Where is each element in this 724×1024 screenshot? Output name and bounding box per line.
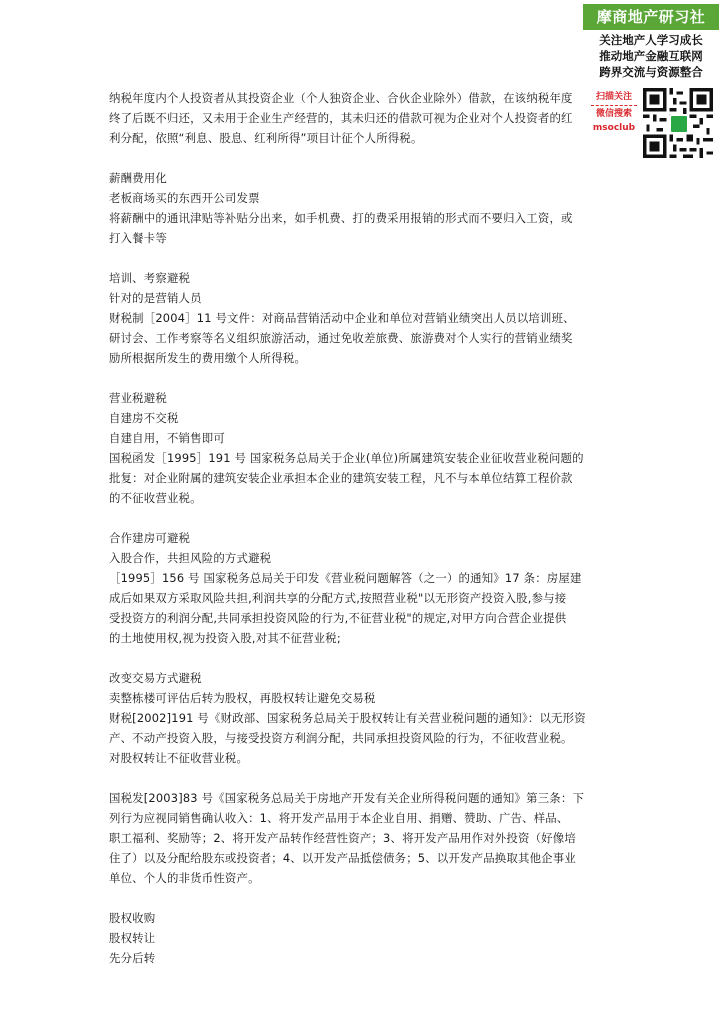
section-deemed-sales [109,788,617,888]
text-line: 打入餐卡等 [109,231,167,245]
section-business-tax [109,388,617,508]
banner-slogan: 跨界交流与资源整合 [599,65,703,79]
text-line: 批复：对企业附属的建筑安装企业承担本企业的建筑安装工程，凡不与本单位结算工程价款 [109,471,573,485]
scan-label: 扫描关注 [595,92,632,102]
text-line: 对股权转让不征收营业税。 [109,751,249,765]
text-line: 老板商场买的东西开公司发票 [109,191,260,205]
text-line: 励所根据所发生的费用缴个人所得税。 [109,351,307,365]
text-line: ［1995］156 号 国家税务总局关于印发《营业税问题解答（之一）的通知》17 条：房屋建 [109,571,582,585]
section-equity [109,908,617,968]
text-line: 国税函发［1995］191 号 国家税务总局关于企业(单位)所属建筑安装企业征收营业税问题的 [109,451,584,465]
section-transaction-method [109,668,617,768]
document-body [109,0,617,968]
account-id: msoclub [592,123,636,133]
section-training [109,268,617,368]
section-salary [109,168,617,248]
text-line: 受投资方的利润分配,共同承担投资风险的行为,不征营业税"的规定,对甲方向合营企业提供 [109,611,567,625]
text-line: 职工福利、奖励等；2、将开发产品转作经营性资产；3、将开发产品用作对外投资（好像培 [109,831,576,845]
text-line: 产、不动产投资入股，与接受投资方利润分配，共同承担投资风险的行为，不征收营业税。 [109,731,573,745]
text-line: 列行为应视同销售确认收入：1、将开发产品用于本企业自用、捐赠、赞助、广告、样品、 [109,811,569,825]
banner-slogan: 关注地产人学习成长 [599,33,703,47]
section-heading: 营业税避税 [109,391,167,405]
text-line: 国税发[2003]83 号《国家税务总局关于房地产开发有关企业所得税问题的通知》第三条：下 [109,791,585,805]
text-line: 研讨会、工作考察等名义组织旅游活动，通过免收差旅费、旅游费对个人实行的营销业绩奖 [109,331,573,345]
text-line: 的土地使用权,视为投资入股,对其不征营业税; [109,631,341,645]
text-line: 的不征收营业税。 [109,491,202,505]
text-line: 针对的是营销人员 [109,291,202,305]
text-line: 自建房不交税 [109,411,179,425]
banner-qr-section [583,86,719,162]
intro-paragraph [109,88,617,148]
section-cooperative-building [109,528,617,648]
text-line: 纳税年度内个人投资者从其投资企业（个人独资企业、合伙企业除外）借款，在该纳税年度 [109,91,573,105]
scan-instructions [587,90,641,135]
section-heading: 合作建房可避税 [109,531,191,545]
text-line: 住了）以及分配给股东或投资者；4、以开发产品抵偿债务；5、以开发产品换取其他企事业 [109,851,576,865]
text-line: 先分后转 [109,951,156,965]
text-line: 自建自用，不销售即可 [109,431,225,445]
text-line: 股权转让 [109,931,156,945]
text-line: 股权收购 [109,911,156,925]
text-line: 单位、个人的非货币性资产。 [109,871,260,885]
section-heading: 培训、考察避税 [109,271,191,285]
section-heading: 改变交易方式避税 [109,671,202,685]
section-heading: 薪酬费用化 [109,171,167,185]
promo-banner [583,4,719,164]
text-line: 财税制［2004］11 号文件：对商品营销活动中企业和单位对营销业绩突出人员以培训班、 [109,311,575,325]
text-line: 财税[2002]191 号《财政部、国家税务总局关于股权转让有关营业税问题的通知》：以无形资 [109,711,586,725]
text-line: 将薪酬中的通讯津贴等补贴分出来，如手机费、打的费采用报销的形式而不要归入工资，或 [109,211,573,225]
wechat-search-label: 微信搜索 [595,109,632,119]
text-line: 终了后既不归还，又未用于企业生产经营的，其未归还的借款可视为企业对个人投资者的红 [109,111,573,125]
text-line: 卖整栋楼可评估后转为股权，再股权转让避免交易税 [109,691,376,705]
text-line: 入股合作，共担风险的方式避税 [109,551,272,565]
text-line: 成后如果双方采取风险共担,利润共享的分配方式,按照营业税"以无形资产投资入股,参与接 [109,591,567,605]
wechat-logo-icon [669,114,689,134]
banner-slogans [583,32,719,80]
text-line: 利分配，依照“利息、股息、红利所得”项目计征个人所得税。 [109,131,423,145]
banner-slogan: 推动地产金融互联网 [599,49,703,63]
banner-title: 摩商地产研习社 [583,4,719,30]
